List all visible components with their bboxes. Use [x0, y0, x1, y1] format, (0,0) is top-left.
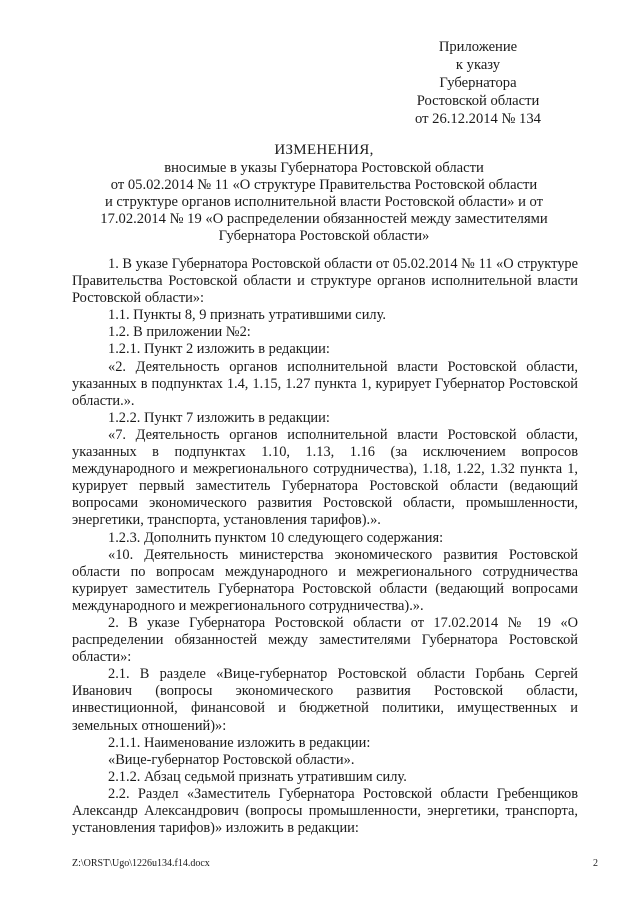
page-footer [72, 858, 598, 870]
paragraph: 1.2.1. Пункт 2 изложить в редакции: [108, 341, 330, 358]
page-number: 2 [593, 858, 598, 869]
paragraph: 1.2. В приложении №2: [108, 324, 251, 341]
appendix-block [388, 38, 568, 128]
document-body [72, 256, 578, 837]
paragraph: 1.1. Пункты 8, 9 признать утратившими силу. [108, 307, 386, 324]
heading-line: и структуре органов исполнительной власти Ростовской области» и от [104, 194, 544, 210]
paragraph: 2.1.2. Абзац седьмой признать утратившим силу. [108, 768, 407, 785]
paragraph: «7. Деятельность органов исполнительной власти Ростовской области, указанных в подпунктах 1.10, 1.13, 1.16 (за исключением вопросов международного и межрегионального сотрудничества), 1.18, 1.22, 1.32 пункта 1, курирует первый заместитель Губернатора Ростовской области (ведающий вопросами экономического развития Ростовской области, промышленности, энергетики, транспорта, установления тарифов).». [72, 426, 578, 529]
appendix-line: от 26.12.2014 № 134 [415, 111, 541, 127]
paragraph: 1.2.2. Пункт 7 изложить в редакции: [108, 409, 330, 426]
appendix-line: Ростовской области [416, 93, 540, 109]
heading-line: Губернатора Ростовской области» [218, 228, 430, 244]
heading-line: от 05.02.2014 № 11 «О структуре Правительства Ростовской области [110, 177, 538, 193]
appendix-line: к указу [455, 57, 501, 73]
paragraph: 2. В указе Губернатора Ростовской области от 17.02.2014 № 19 «О распределении обязанностей между заместителями Губернатора Ростовской области»: [72, 614, 578, 666]
paragraph: 1. В указе Губернатора Ростовской области от 05.02.2014 № 11 «О структуре Правительства Ростовской области и структуре органов исполнительной власти Ростовской области»: [72, 256, 578, 307]
heading-title: ИЗМЕНЕНИЯ, [274, 142, 374, 158]
heading-line: вносимые в указы Губернатора Ростовской области [164, 160, 484, 176]
appendix-line: Приложение [438, 39, 518, 55]
paragraph: «2. Деятельность органов исполнительной власти Ростовской области, указанных в подпунктах 1.4, 1.15, 1.27 пункта 1, курирует Губернатор Ростовской области.». [72, 358, 578, 409]
file-path: Z:\ORST\Ugo\1226u134.f14.docx [72, 858, 210, 869]
paragraph: «Вице-губернатор Ростовской области». [108, 751, 355, 768]
paragraph: 1.2.3. Дополнить пунктом 10 следующего содержания: [108, 529, 444, 546]
paragraph: 2.2. Раздел «Заместитель Губернатора Ростовской области Гребенщиков Александр Александрович (вопросы промышленности, энергетики, транспорта, установления тарифов)» изложить в редакции: [72, 785, 578, 837]
appendix-line: Губернатора [439, 75, 517, 91]
paragraph: 2.1. В разделе «Вице-губернатор Ростовской области Горбань Сергей Иванович (вопросы экономического развития Ростовской области, инвестиционной, финансовой и бюджетной политики, имущественных и земельных отношений)»: [72, 666, 578, 734]
heading-line: 17.02.2014 № 19 «О распределении обязанностей между заместителями [100, 211, 548, 227]
paragraph: 2.1.1. Наименование изложить в редакции: [108, 734, 371, 751]
document-heading [72, 142, 576, 245]
paragraph: «10. Деятельность министерства экономического развития Ростовской области по вопросам международного и межрегионального сотрудничества курирует заместитель Губернатора Ростовской области (ведающий вопросами международного и межрегионального сотрудничества).». [72, 546, 578, 614]
